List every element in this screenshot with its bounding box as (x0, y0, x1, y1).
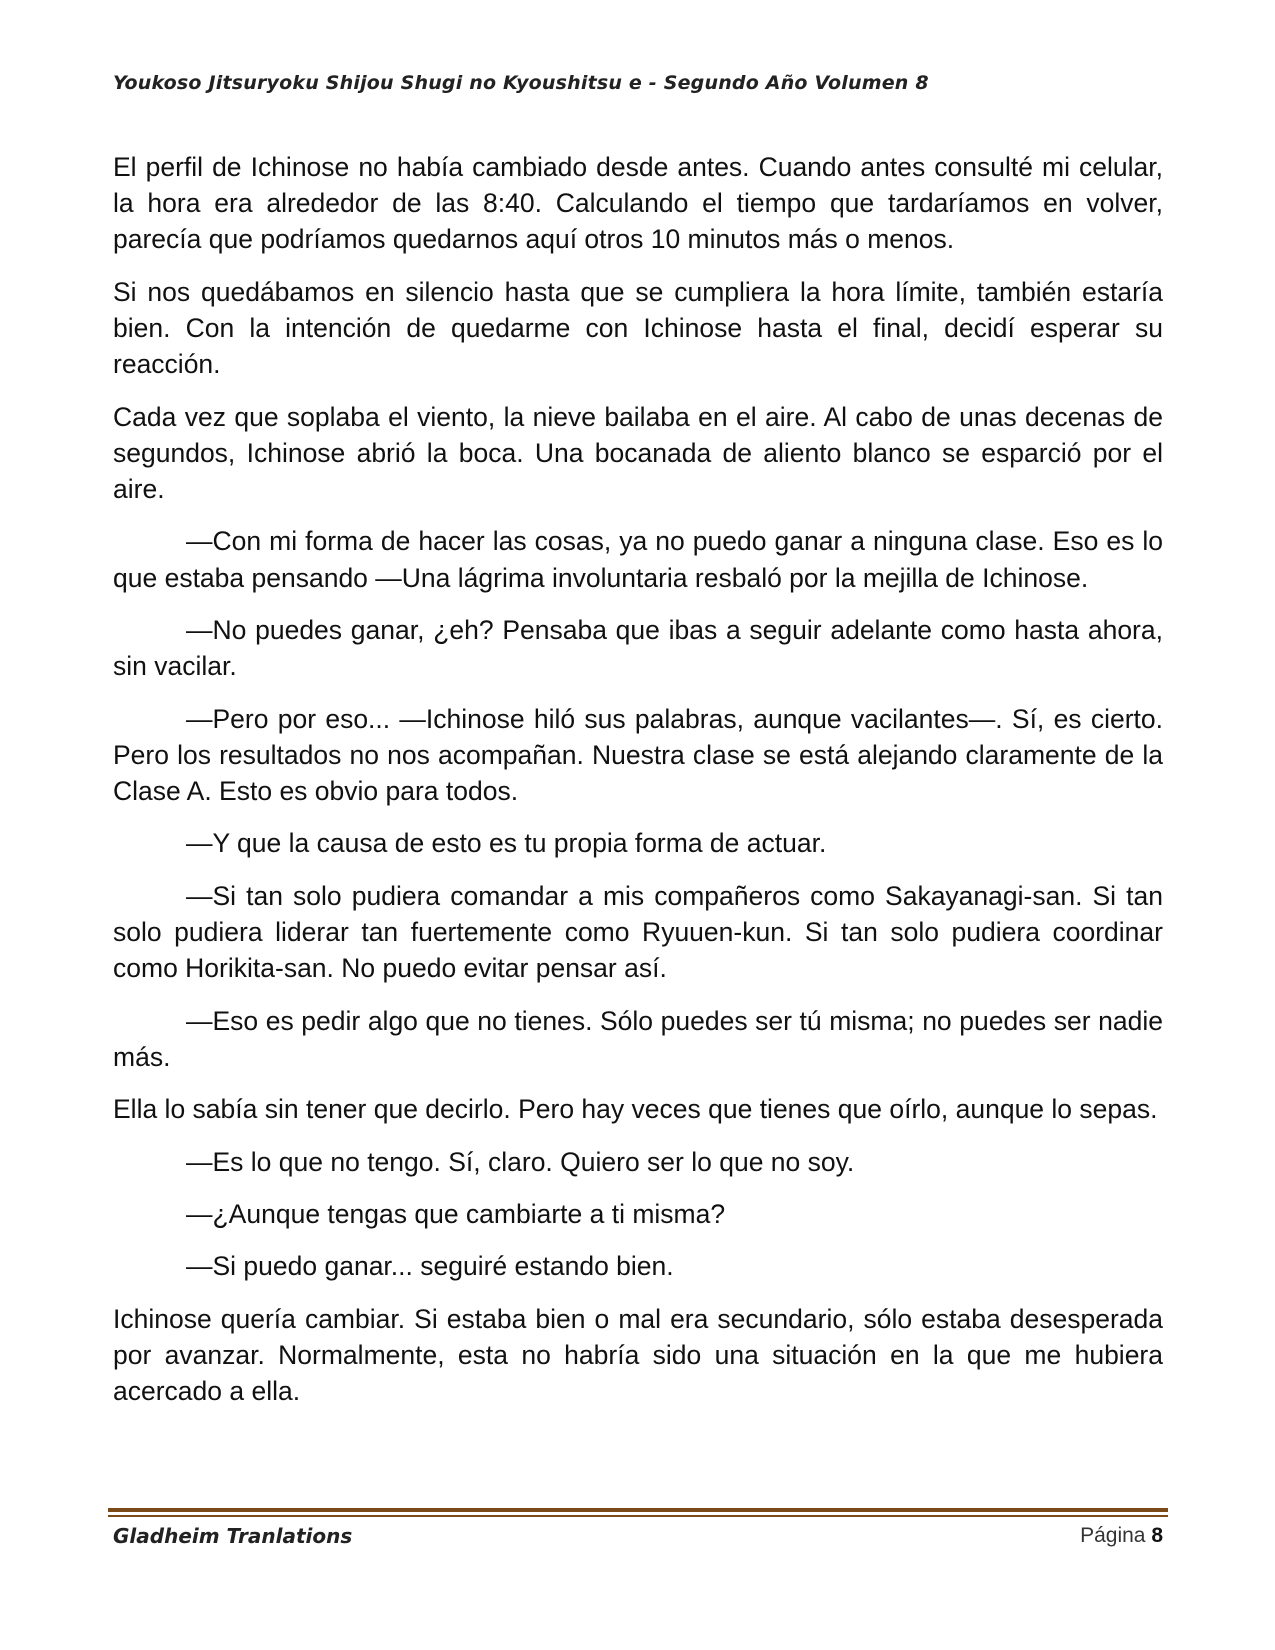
paragraph-3: Cada vez que soplaba el viento, la nieve bailaba en el aire. Al cabo de unas decenas de segundos, Ichinose abrió la boca. Una bocanada de aliento blanco se esparció por el aire. (113, 401, 1163, 504)
paragraph-1: El perfil de Ichinose no había cambiado desde antes. Cuando antes consulté mi celular, la hora era alrededor de las 8:40. Calculando el tiempo que tardaríamos en volver, parecía que podríamos quedarnos aquí otros 10 minutos más o menos. (113, 152, 1163, 255)
dialogue-paragraph-7: —Y que la causa de esto es tu propia forma de actuar. (186, 828, 827, 859)
footer-divider (108, 1508, 1168, 1517)
dialogue-paragraph-6: —Pero por eso... —Ichinose hiló sus palabras, aunque vacilantes—. Sí, es cierto. Pero los resultados no nos acompañan. Nuestra clase se está alejando claramente de la Clase A. Esto es obvio para todos. (113, 703, 1163, 806)
page-indicator (1080, 1524, 1163, 1548)
footer-divider-thin (108, 1515, 1168, 1517)
dialogue-paragraph-4: —Con mi forma de hacer las cosas, ya no puedo ganar a ninguna clase. Eso es lo que estaba pensando —Una lágrima involuntaria resbaló por la mejilla de Ichinose. (113, 526, 1163, 593)
dialogue-paragraph-12: —¿Aunque tengas que cambiarte a ti misma? (186, 1198, 726, 1229)
dialogue-paragraph-11: —Es lo que no tengo. Sí, claro. Quiero ser lo que no soy. (186, 1146, 855, 1177)
page-label: Página (1080, 1524, 1146, 1547)
paragraph-2: Si nos quedábamos en silencio hasta que se cumpliera la hora límite, también estaría bien. Con la intención de quedarme con Ichinose hasta el final, decidí esperar su reacción. (113, 276, 1163, 380)
dialogue-paragraph-13: —Si puedo ganar... seguiré estando bien. (186, 1251, 674, 1282)
chapter-body (113, 149, 1163, 1426)
footer-divider-thick (108, 1508, 1168, 1512)
footer-publisher: Gladheim Tranlations (113, 1524, 353, 1548)
paragraph-14: Ichinose quería cambiar. Si estaba bien o mal era secundario, sólo estaba desesperada por avanzar. Normalmente, esta no habría sido una situación en la que me hubiera acercado a ella. (113, 1303, 1163, 1407)
page-number: 8 (1151, 1524, 1163, 1547)
dialogue-paragraph-8: —Si tan solo pudiera comandar a mis compañeros como Sakayanagi-san. Si tan solo pudiera liderar tan fuertemente como Ryuuen-kun. Si tan solo pudiera coordinar como Horikita-san. No puedo evitar pensar así. (113, 880, 1163, 984)
paragraph-10: Ella lo sabía sin tener que decirlo. Pero hay veces que tienes que oírlo, aunque lo sepas. (113, 1094, 1158, 1125)
dialogue-paragraph-5: —No puedes ganar, ¿eh? Pensaba que ibas a seguir adelante como hasta ahora, sin vacilar. (113, 614, 1163, 682)
dialogue-paragraph-9: —Eso es pedir algo que no tienes. Sólo puedes ser tú misma; no puedes ser nadie más. (113, 1005, 1163, 1072)
running-header: Youkoso Jitsuryoku Shijou Shugi no Kyoushitsu e - Segundo Año Volumen 8 (113, 72, 929, 94)
